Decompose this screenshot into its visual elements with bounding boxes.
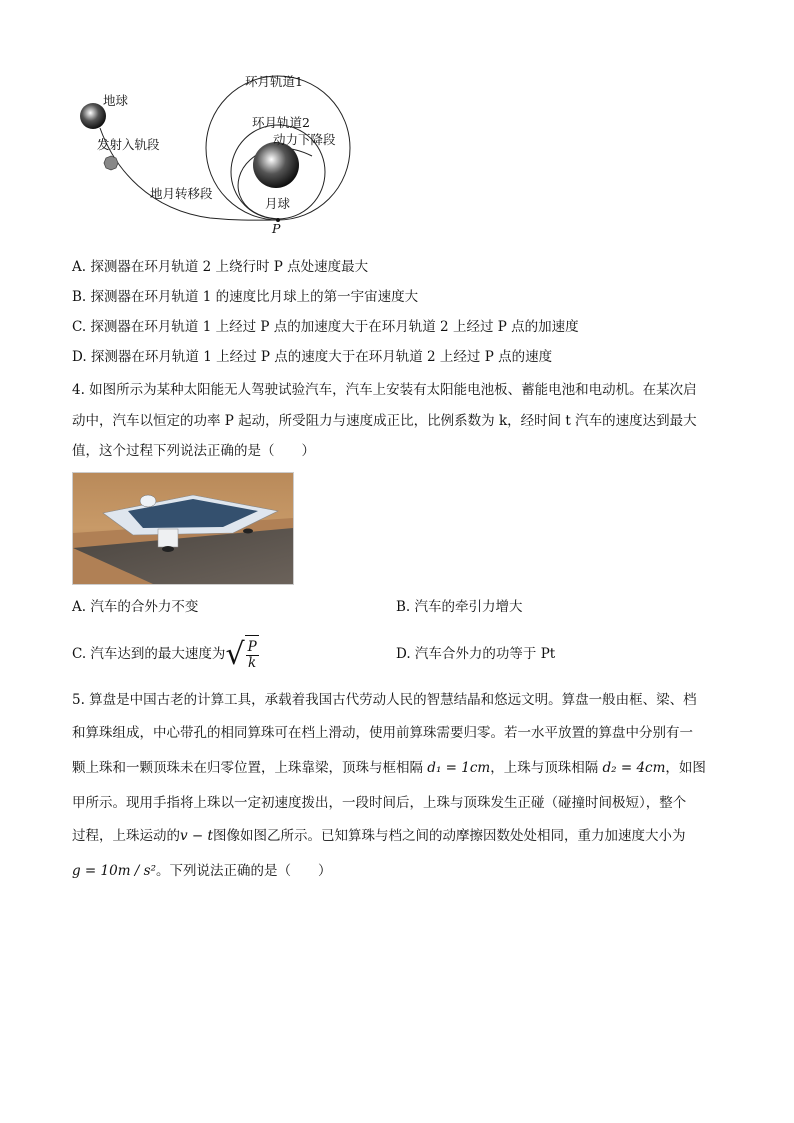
formula-g: g = 10m / s² [72, 863, 156, 879]
q5-line-3 [72, 758, 706, 778]
q5-line-3-part-b: ，上珠与顶珠相隔 [490, 760, 603, 776]
solar-car-photo [72, 472, 294, 585]
q5-line-6 [72, 861, 332, 881]
q4-stem-line-3: 值，这个过程下列说法正确的是（ ） [72, 443, 315, 459]
q5-line-6-part-b: 。下列说法正确的是（ ） [156, 863, 332, 879]
fraction-numerator: P [247, 639, 257, 655]
q5-line-2: 和算珠组成，中心带孔的相同算珠可在档上滑动，使用前算珠需要归零。若一水平放置的算盘中分别有一 [72, 725, 693, 741]
label-point-p: P [272, 221, 281, 236]
formula-d1: d₁ = 1cm [427, 760, 491, 776]
label-descent: 动力下降段 [273, 132, 336, 147]
fraction-denominator: k [248, 655, 257, 671]
orbit-diagram [60, 60, 360, 250]
q5-line-1: 5. 算盘是中国古老的计算工具，承载着我国古代劳动人民的智慧结晶和悠远文明。算盘一般由框、梁、档 [72, 692, 697, 708]
label-orbit-1: 环月轨道1 [245, 74, 303, 89]
q5-line-4: 甲所示。现用手指将上珠以一定初速度拨出，一段时间后，上珠与顶珠发生正碰（碰撞时间极短），整个 [72, 795, 687, 811]
label-moon: 月球 [265, 196, 291, 211]
q4-option-a: A. 汽车的合外力不变 [72, 599, 199, 615]
q5-line-5 [72, 826, 685, 846]
sqrt-icon: √ [225, 636, 245, 672]
probe-icon [104, 156, 118, 170]
q3-option-a: A. 探测器在环月轨道 2 上绕行时 P 点处速度最大 [72, 259, 369, 275]
formula-vt: v − t [180, 828, 213, 844]
label-earth: 地球 [103, 93, 129, 108]
q3-option-c: C. 探测器在环月轨道 1 上经过 P 点的加速度大于在环月轨道 2 上经过 P 点的加速度 [72, 319, 579, 335]
q3-option-d: D. 探测器在环月轨道 1 上经过 P 点的速度大于在环月轨道 2 上经过 P 点的速度 [72, 349, 553, 365]
q4-option-c-text: C. 汽车达到的最大速度为 [72, 646, 226, 662]
label-launch: 发射入轨段 [97, 137, 160, 152]
q5-line-3-part-c: ，如图 [665, 760, 706, 776]
q4-option-b: B. 汽车的牵引力增大 [396, 599, 523, 615]
q5-line-5-part-b: 图像如图乙所示。已知算珠与档之间的动摩擦因数处处相同，重力加速度大小为 [212, 828, 686, 844]
sqrt-expression [225, 635, 258, 674]
formula-d2: d₂ = 4cm [602, 760, 666, 776]
moon-icon [253, 142, 299, 188]
q4-stem-line-1: 4. 如图所示为某种太阳能无人驾驶试验汽车，汽车上安装有太阳能电池板、蓄能电池和电动机。在某次启 [72, 382, 697, 398]
q3-option-b: B. 探测器在环月轨道 1 的速度比月球上的第一宇宙速度大 [72, 289, 419, 305]
q5-line-5-part-a: 过程，上珠运动的 [72, 828, 180, 844]
q4-option-c [72, 635, 259, 674]
label-orbit-2: 环月轨道2 [252, 115, 310, 130]
label-transfer: 地月转移段 [150, 186, 213, 201]
q5-line-3-part-a: 颗上珠和一颗顶珠未在归零位置，上珠靠梁，顶珠与框相隔 [72, 760, 428, 776]
q4-stem-line-2: 动中，汽车以恒定的功率 P 起动，所受阻力与速度成正比，比例系数为 k，经时间 t 汽车的速度达到最大 [72, 413, 697, 429]
q4-option-d: D. 汽车合外力的功等于 Pt [396, 646, 556, 662]
